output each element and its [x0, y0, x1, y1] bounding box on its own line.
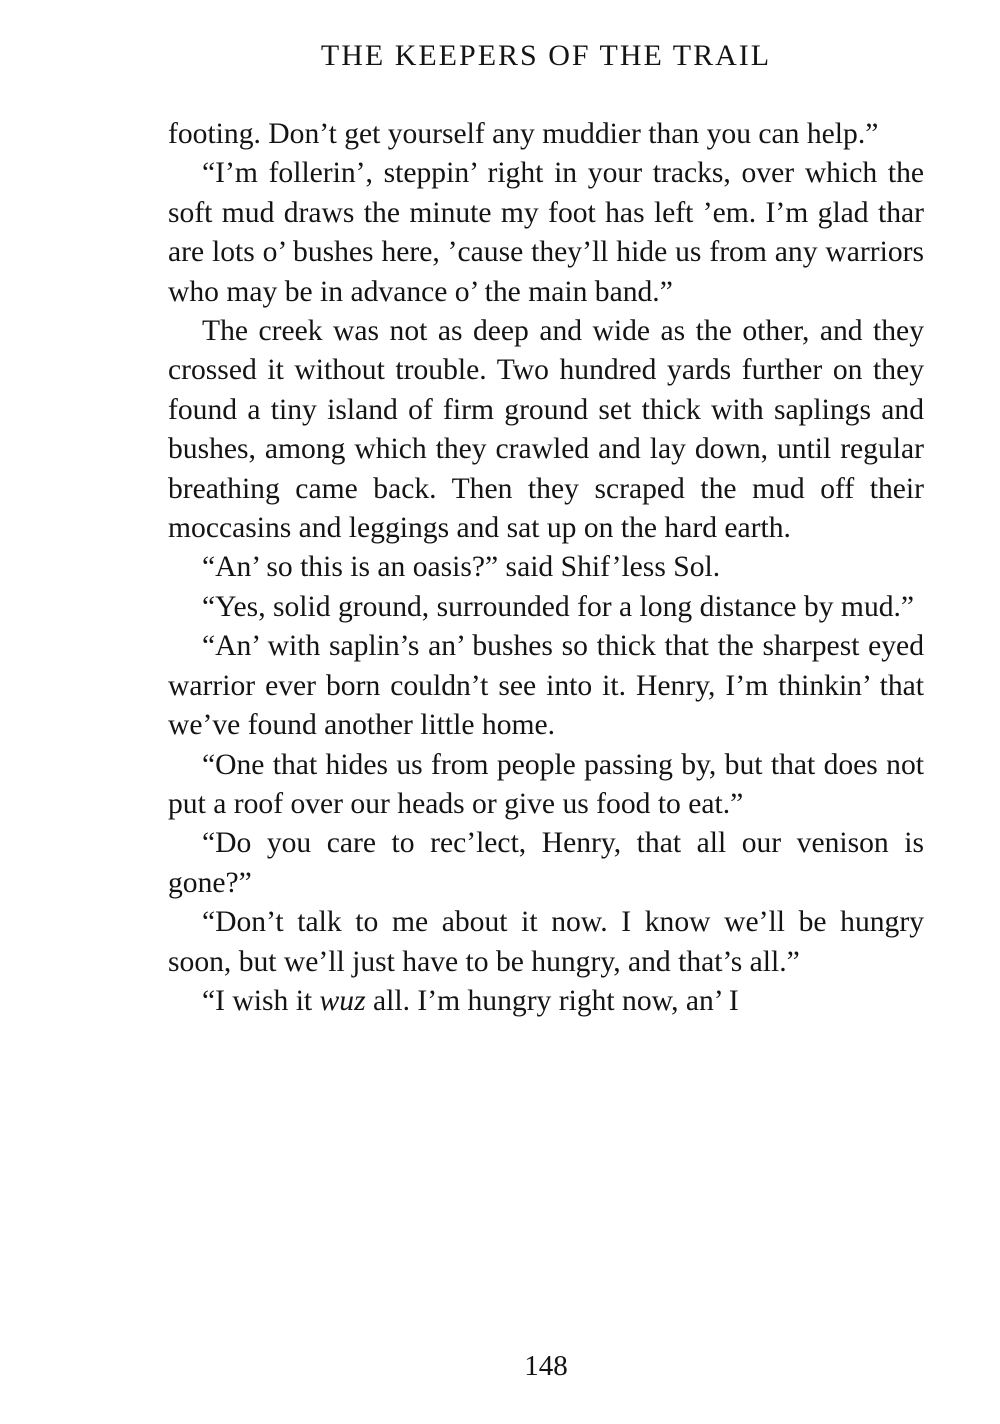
- paragraph: “I’m follerin’, steppin’ right in your tracks, over which the soft mud draws the minute my foot has left ’em. I’m glad thar are lots o’ bushes here, ’cause they’ll hide us from any warriors who may be in advance o’ the main band.”: [168, 157, 924, 308]
- page-body: [168, 115, 924, 1021]
- page-number: 148: [524, 1350, 568, 1382]
- paragraph-last-text-end: all. I’m hungry right now, an’ I: [365, 984, 739, 1017]
- paragraph: The creek was not as deep and wide as the other, and they crossed it without trouble. Two hundred yards further on they found a tiny island of firm ground set thick with saplings and bushes, among which they crawled and lay down, until regular breathing came back. Then they scraped the mud off their moccasins and leggings and sat up on the hard earth.: [168, 315, 924, 545]
- paragraph: “An’ with saplin’s an’ bushes so thick that the sharpest eyed warrior ever born couldn’t see into it. Henry, I’m thinkin’ that we’ve found another little home.: [168, 630, 924, 742]
- paragraph: “Do you care to rec’lect, Henry, that all our venison is gone?”: [168, 827, 924, 899]
- paragraph-last-text-start: “I wish it: [202, 984, 320, 1017]
- paragraph: “An’ so this is an oasis?” said Shif’less Sol.: [202, 551, 721, 584]
- running-header-title: THE KEEPERS OF THE TRAIL: [320, 39, 772, 72]
- paragraph: “One that hides us from people passing by, but that does not put a roof over our heads or give us food to eat.”: [168, 748, 924, 820]
- paragraph-continuation: footing. Don’t get yourself any muddier than you can help.”: [168, 118, 879, 150]
- paragraph: “Yes, solid ground, surrounded for a long distance by mud.”: [202, 590, 915, 623]
- emphasis-word: wuz: [319, 984, 366, 1017]
- paragraph-last: [168, 982, 924, 1021]
- paragraph: “Don’t talk to me about it now. I know we’ll be hungry soon, but we’ll just have to be hungry, and that’s all.”: [168, 906, 924, 978]
